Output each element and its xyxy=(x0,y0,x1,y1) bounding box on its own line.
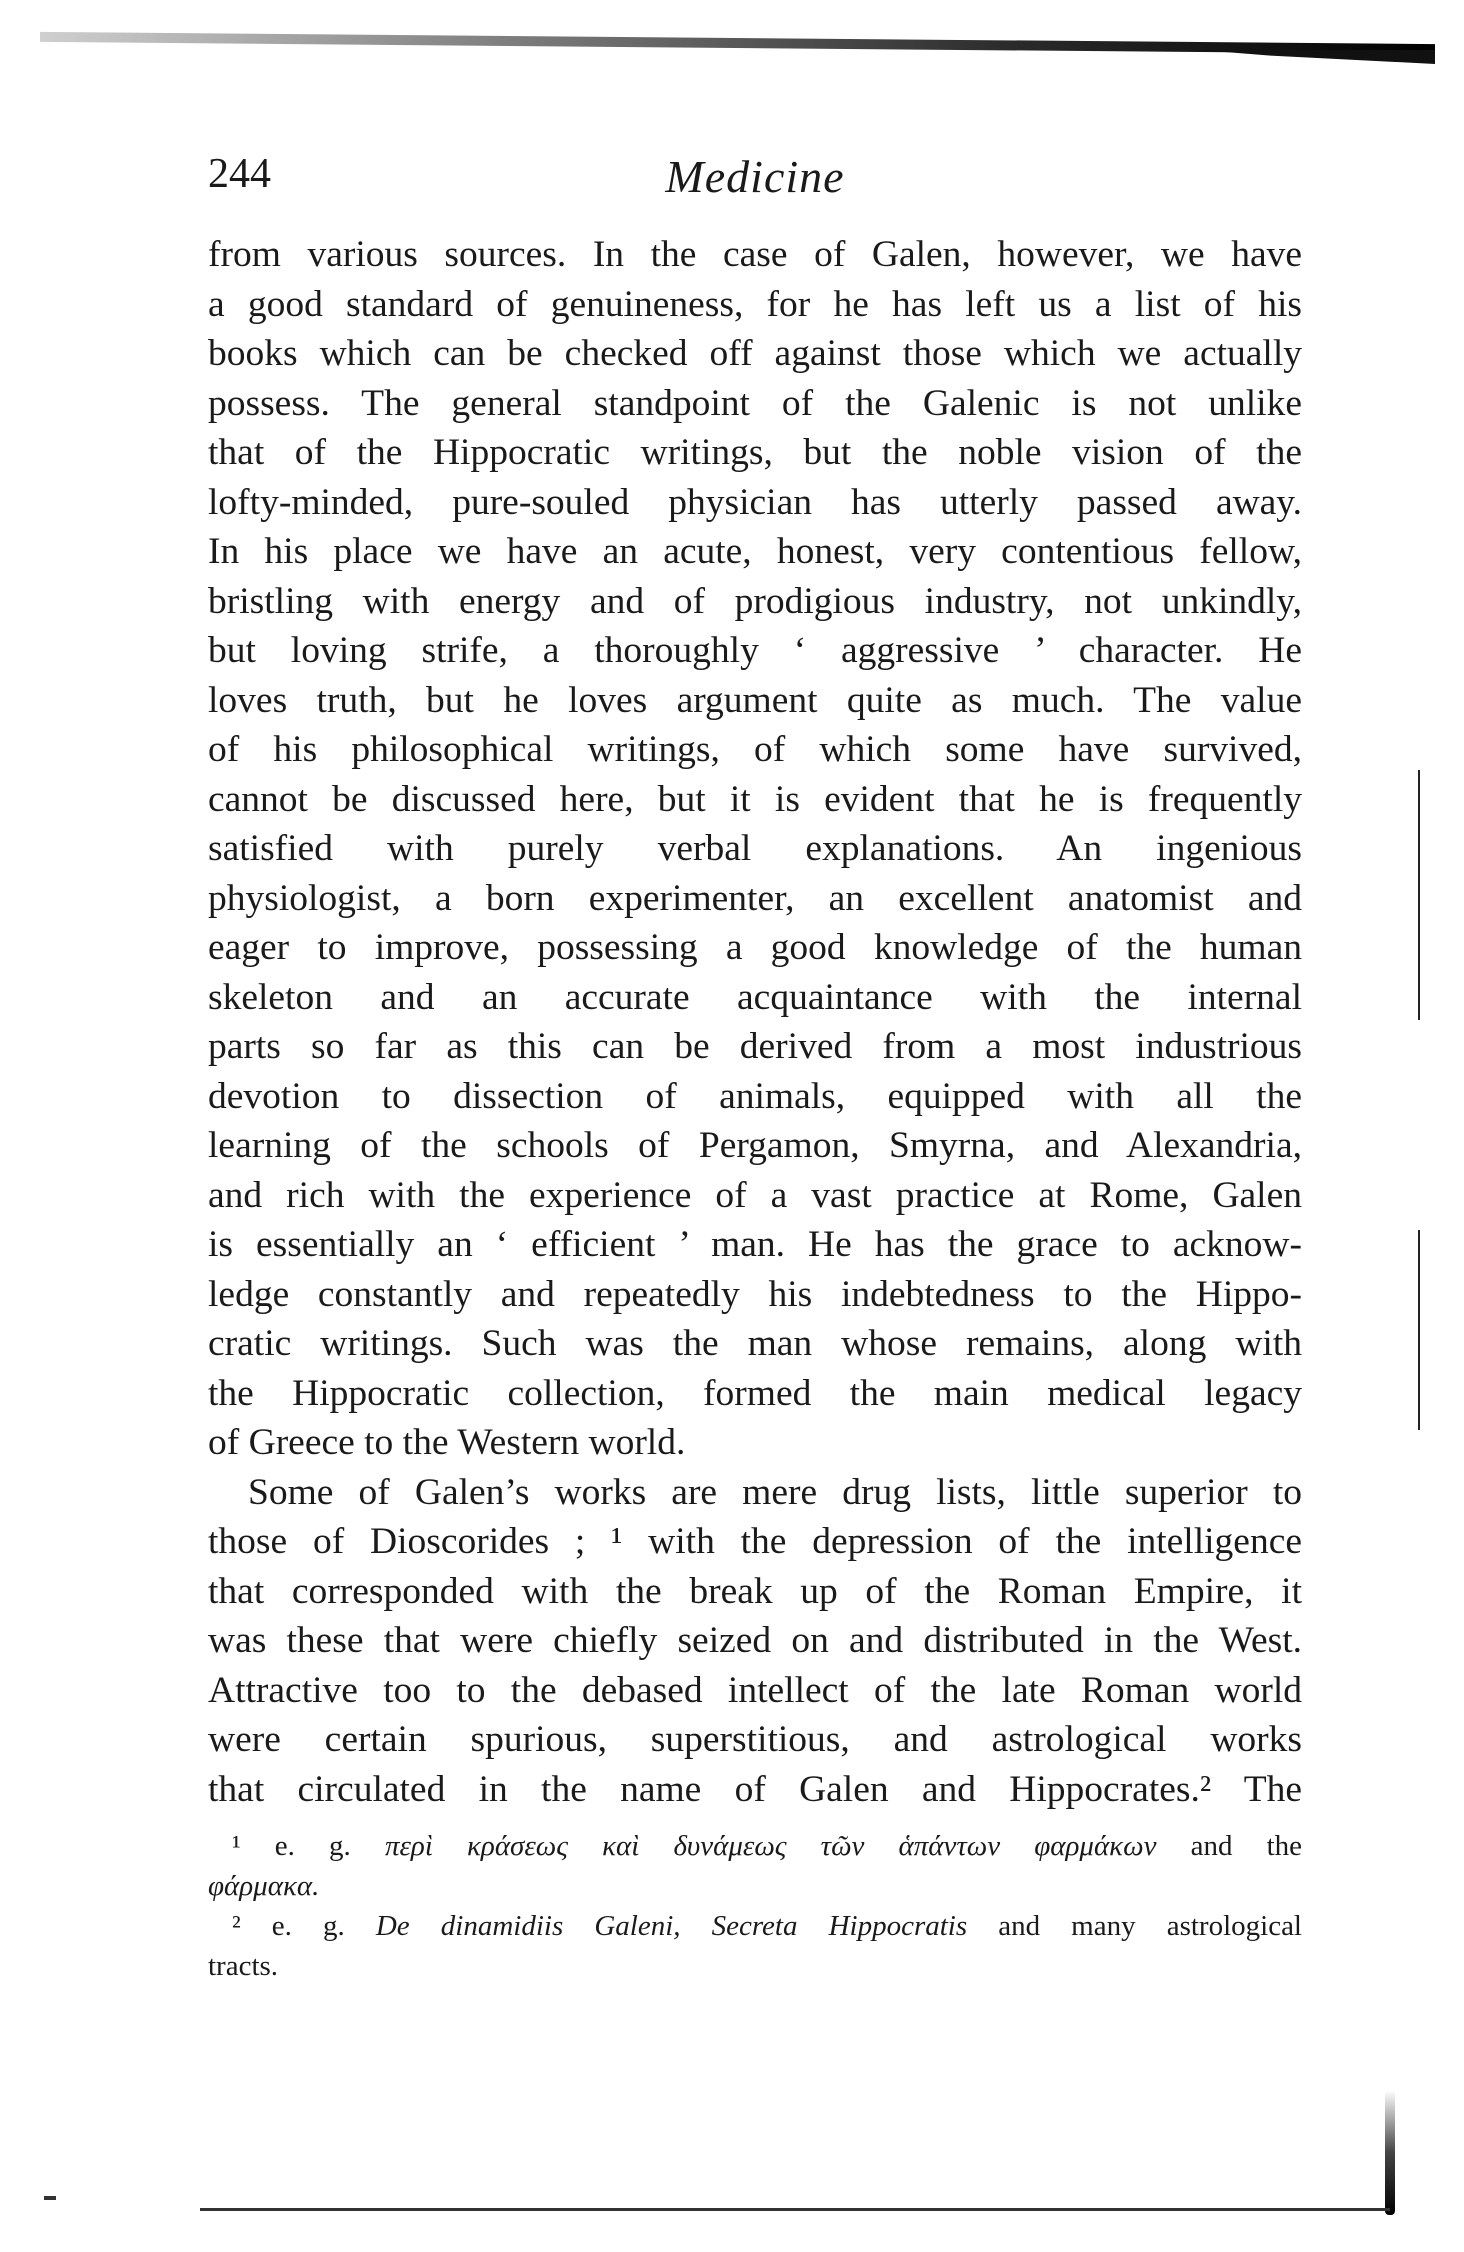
text-line: of his philosophical writings, of which some have survived, xyxy=(208,729,1302,770)
footnote-2-continuation: tracts. xyxy=(208,1950,279,1982)
text-line: cannot be discussed here, but it is evident that he is frequently xyxy=(208,778,1302,820)
text-line: devotion to dissection of animals, equipped with all the xyxy=(208,1075,1302,1117)
margin-rule-mark xyxy=(1418,770,1420,1020)
text-line: is essentially an ‘ efficient ’ man. He has the grace to acknow- xyxy=(208,1224,1302,1265)
page-header xyxy=(208,150,1302,210)
footnote-2 xyxy=(208,1906,1302,1946)
text-line: loves truth, but he loves argument quite as much. The value xyxy=(208,679,1302,721)
text-line: was these that were chiefly seized on and distributed in the West. xyxy=(208,1620,1302,1661)
text-line: a good standard of genuineness, for he has left us a list of his xyxy=(208,283,1302,325)
footnote-2-title: De dinamidiis Galeni, Secreta Hippocratis xyxy=(375,1910,968,1942)
text-line: that of the Hippocratic writings, but the noble vision of the xyxy=(208,432,1302,473)
text-line: cratic writings. Such was the man whose remains, along with xyxy=(208,1323,1302,1364)
text-line: bristling with energy and of prodigious industry, not unkindly, xyxy=(208,580,1302,622)
footnotes xyxy=(208,1826,1302,1986)
text-line: but loving strife, a thoroughly ‘ aggressive ’ character. He xyxy=(208,630,1302,671)
text-line: satisfied with purely verbal explanations. An ingenious xyxy=(208,828,1302,869)
text-line: possess. The general standpoint of the Galenic is not unlike xyxy=(208,382,1302,424)
text-line: Some of Galen’s works are mere drug lists, little superior to xyxy=(248,1471,1302,1513)
text-line: lofty-minded, pure-souled physician has utterly passed away. xyxy=(208,481,1302,523)
text-line: that corresponded with the break up of the Roman Empire, it xyxy=(208,1570,1302,1612)
footnote-1-prefix: ¹ e. g. xyxy=(232,1830,351,1862)
top-edge-shadow xyxy=(1200,50,1435,64)
text-line: skeleton and an accurate acquaintance with the internal xyxy=(208,976,1302,1018)
text-line: from various sources. In the case of Galen, however, we have xyxy=(208,234,1302,275)
body-text xyxy=(208,230,1302,1814)
text-line: parts so far as this can be derived from a most industrious xyxy=(208,1026,1302,1067)
margin-rule-mark xyxy=(1418,1230,1420,1430)
footnote-2-prefix: ² e. g. xyxy=(232,1910,345,1942)
text-line: In his place we have an acute, honest, very contentious fellow, xyxy=(208,531,1302,572)
text-line: physiologist, a born experimenter, an excellent anatomist and xyxy=(208,877,1302,919)
footnote-1-suffix: and the xyxy=(1190,1830,1302,1862)
text-line: learning of the schools of Pergamon, Smyrna, and Alexandria, xyxy=(208,1125,1302,1166)
text-line: and rich with the experience of a vast practice at Rome, Galen xyxy=(208,1174,1302,1216)
footnote-1-greek: περὶ κράσεως καὶ δυνάμεως τῶν ἁπάντων φαρμάκων xyxy=(384,1830,1157,1862)
corner-mark xyxy=(44,2196,56,2200)
text-line: books which can be checked off against those which we actually xyxy=(208,333,1302,374)
text-line: the Hippocratic collection, formed the main medical legacy xyxy=(208,1372,1302,1414)
page-number: 244 xyxy=(208,151,271,197)
running-head: Medicine xyxy=(665,151,845,202)
text-line: ledge constantly and repeatedly his indebtedness to the Hippo- xyxy=(208,1273,1302,1315)
text-line: of Greece to the Western world. xyxy=(208,1422,686,1463)
footnote-1 xyxy=(208,1826,1302,1866)
text-line: those of Dioscorides ; ¹ with the depression of the intelligence xyxy=(208,1521,1302,1562)
text-line: were certain spurious, superstitious, and astrological works xyxy=(208,1719,1302,1760)
text-line: that circulated in the name of Galen and Hippocrates.² The xyxy=(208,1768,1302,1810)
text-line: Attractive too to the debased intellect of the late Roman world xyxy=(208,1669,1302,1711)
bottom-edge-rule xyxy=(200,2208,1390,2211)
footnote-2-suffix: and many astrological xyxy=(998,1910,1302,1942)
footnote-1-continuation: φάρμακα. xyxy=(208,1870,320,1902)
text-line: eager to improve, possessing a good knowledge of the human xyxy=(208,927,1302,968)
bottom-edge-flourish xyxy=(1385,2090,1395,2215)
